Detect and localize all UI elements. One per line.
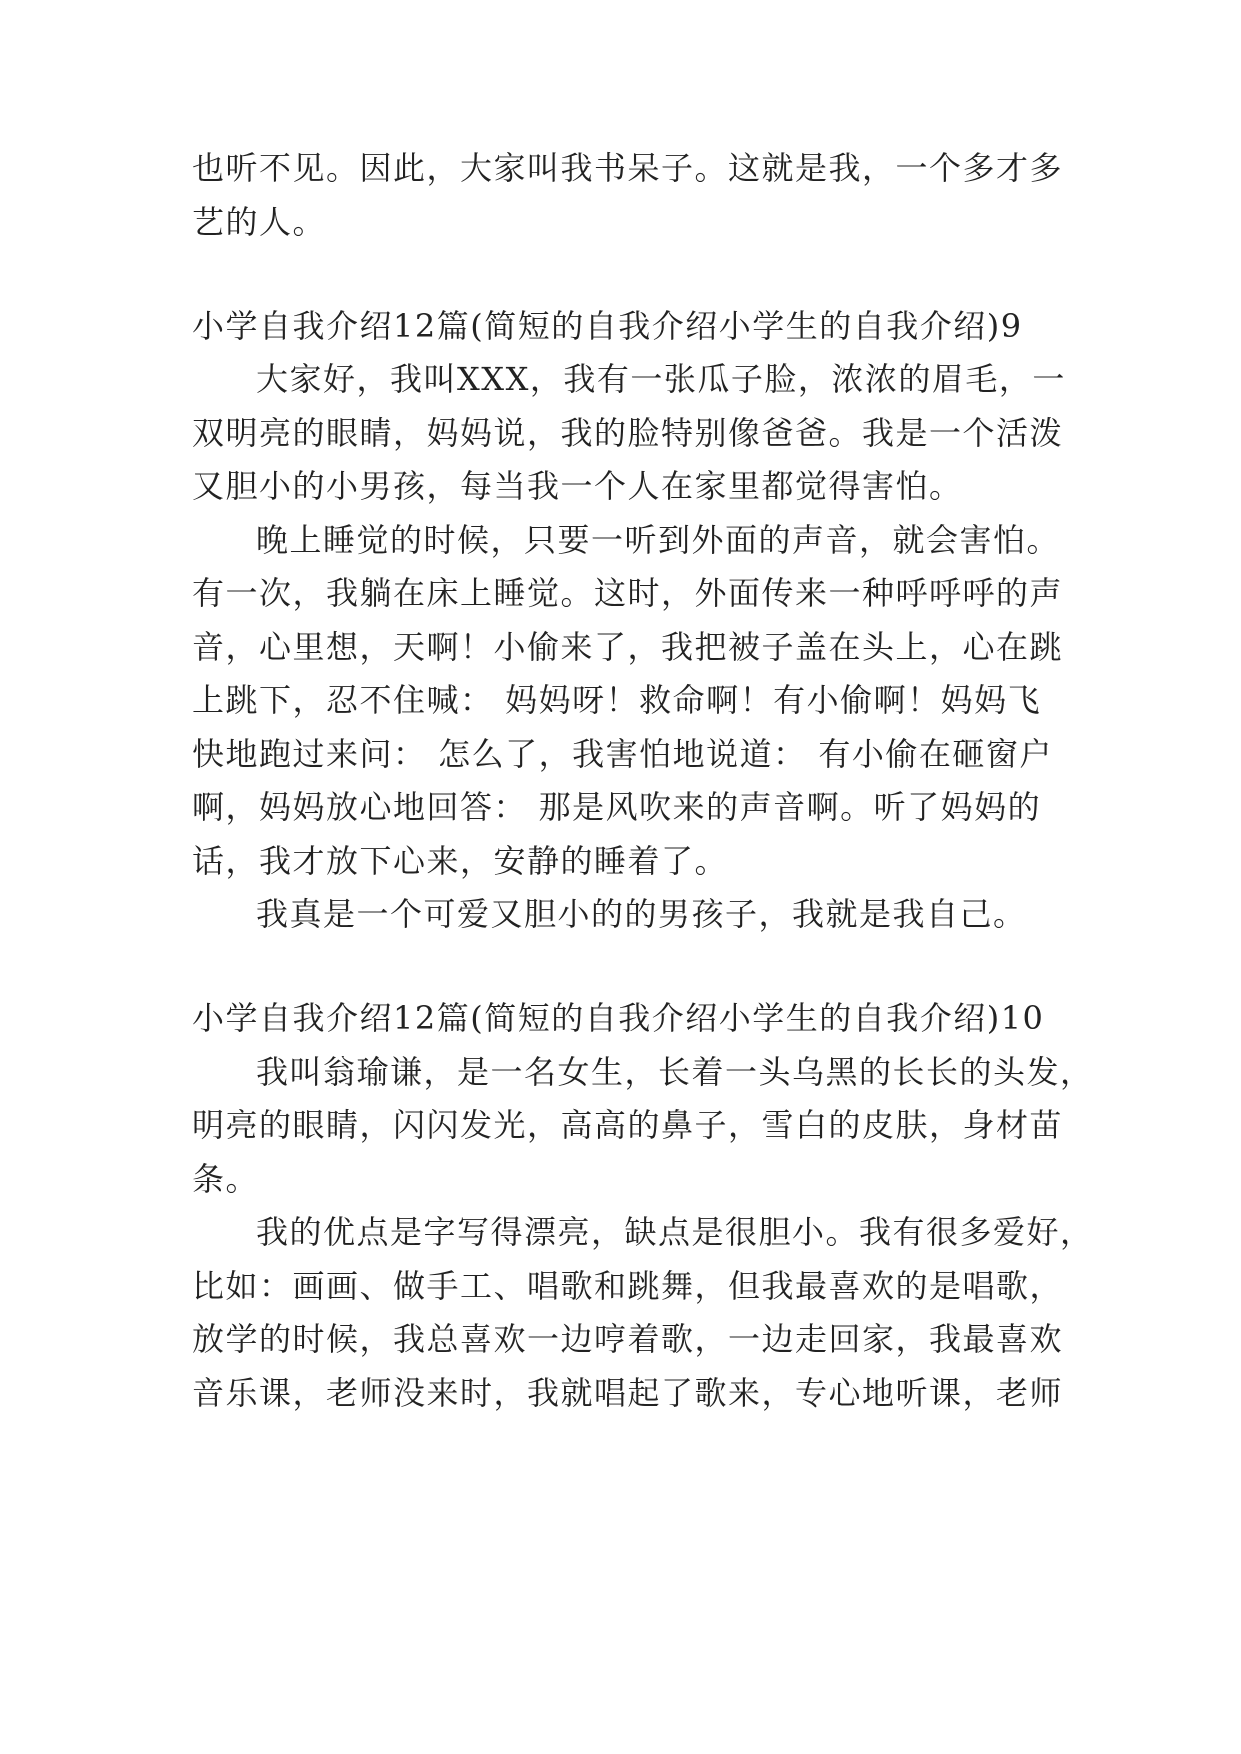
paragraph-line: 双明亮的眼睛，妈妈说，我的脸特别像爸爸。我是一个活泼 (192, 414, 1064, 452)
paragraph-line: 艺的人。 (192, 203, 327, 241)
paragraph-line: 晚上睡觉的时候，只要一听到外面的声音，就会害怕。 (256, 521, 1061, 559)
paragraph-line: 快地跑过来问： 怎么了，我害怕地说道： 有小偷在砸窗户 (192, 735, 1053, 773)
paragraph-line: 大家好，我叫XXX，我有一张瓜子脸，浓浓的眉毛，一 (256, 360, 1066, 398)
paragraph-line: 我的优点是字写得漂亮，缺点是很胆小。我有很多爱好， (256, 1213, 1094, 1251)
paragraph-line: 有一次，我躺在床上睡觉。这时，外面传来一种呼呼呼的声 (192, 574, 1064, 612)
paragraph-line: 也听不见。因此，大家叫我书呆子。这就是我，一个多才多 (192, 149, 1064, 187)
paragraph-line: 啊，妈妈放心地回答： 那是风吹来的声音啊。听了妈妈的 (192, 788, 1042, 826)
paragraph-line: 音乐课，老师没来时，我就唱起了歌来，专心地听课，老师 (192, 1374, 1064, 1412)
paragraph-line: 放学的时候，我总喜欢一边哼着歌，一边走回家，我最喜欢 (192, 1320, 1064, 1358)
paragraph-line: 我真是一个可爱又胆小的的男孩子，我就是我自己。 (256, 895, 1027, 933)
paragraph-line: 话，我才放下心来，安静的睡着了。 (192, 842, 729, 880)
paragraph-line: 音，心里想，天啊！小偷来了，我把被子盖在头上，心在跳 (192, 628, 1064, 666)
section-heading: 小学自我介绍12篇(简短的自我介绍小学生的自我介绍)9 (192, 307, 1023, 345)
paragraph-line: 又胆小的小男孩，每当我一个人在家里都觉得害怕。 (192, 467, 963, 505)
paragraph-line: 比如：画画、做手工、唱歌和跳舞，但我最喜欢的是唱歌， (192, 1267, 1064, 1305)
paragraph-line: 我叫翁瑜谦，是一名女生，长着一头乌黑的长长的头发， (256, 1053, 1094, 1091)
paragraph-line: 条。 (192, 1160, 260, 1198)
paragraph-line: 上跳下，忍不住喊： 妈妈呀！救命啊！有小偷啊！妈妈飞 (192, 681, 1042, 719)
section-heading: 小学自我介绍12篇(简短的自我介绍小学生的自我介绍)10 (192, 999, 1045, 1037)
paragraph-line: 明亮的眼睛，闪闪发光，高高的鼻子，雪白的皮肤，身材苗 (192, 1106, 1064, 1144)
